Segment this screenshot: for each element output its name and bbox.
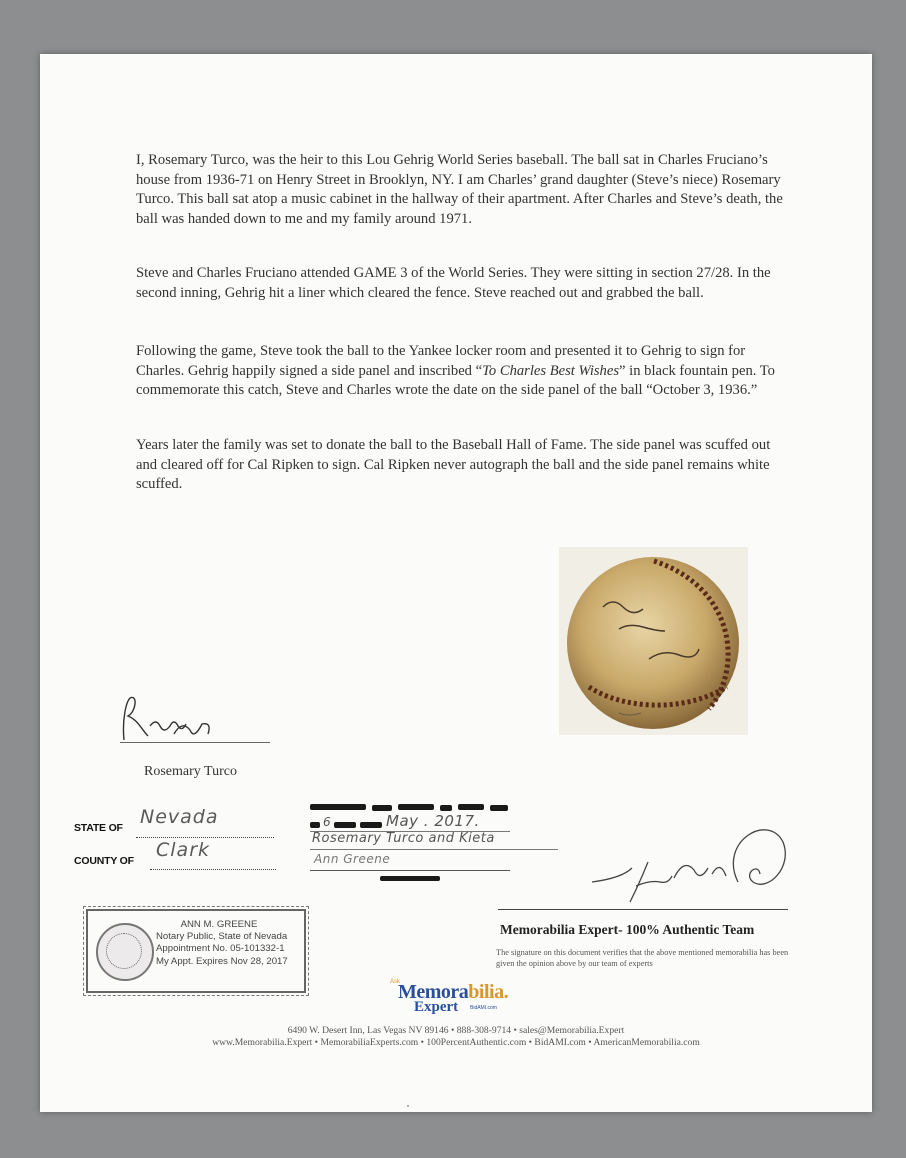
notary-line	[310, 870, 510, 871]
memorabilia-expert-logo	[390, 979, 530, 1019]
redaction	[310, 822, 320, 828]
certificate-page	[40, 54, 872, 1112]
logo-main-a: Memora	[398, 981, 469, 1003]
state-value: Nevada	[140, 806, 219, 828]
logo-sub: Expert	[414, 999, 459, 1015]
redaction	[398, 804, 434, 810]
notary-appointment: Appointment No. 05-101332-1	[156, 943, 285, 955]
rosemary-signature	[116, 690, 266, 746]
paragraph-3-start: Following the game, Steve took the ball to the Yankee locker room and presented it to Gehrig to sign for Charles. Gehrig happily signed a side panel and inscribed “	[136, 343, 746, 379]
baseball-image	[559, 547, 748, 735]
page-dot	[407, 1105, 409, 1107]
date-month-year: May . 2017.	[386, 812, 480, 830]
footer-address: 6490 W. Desert Inn, Las Vegas NV 89146 • 888-308-9714 • sales@Memorabilia.Expert	[287, 1025, 625, 1036]
logo-main-b: bilia.	[468, 981, 509, 1003]
notary-expiry: My Appt. Expires Nov 28, 2017	[156, 955, 288, 967]
names-line	[310, 849, 558, 850]
notary-stamp-text	[156, 919, 302, 968]
county-label: COUNTY OF	[74, 855, 134, 867]
expert-signature	[588, 822, 798, 917]
redaction	[458, 804, 484, 810]
signature-line	[120, 742, 270, 743]
nevada-seal-icon	[96, 923, 154, 981]
baseball-photo	[559, 547, 748, 735]
state-label: STATE OF	[74, 822, 123, 834]
inscription-quote: To Charles Best Wishes	[482, 362, 620, 379]
county-dotline	[150, 869, 276, 870]
redaction	[380, 876, 440, 881]
redaction	[490, 805, 508, 811]
paragraph-3-end: ” in black fountain pen. To commemorate this catch, Steve and Charles wrote the date on the side panel of the ball “October 3, 1936.”	[136, 362, 775, 399]
signer-name: Rosemary Turco	[144, 764, 237, 779]
expert-signature-line	[498, 909, 788, 910]
state-dotline	[136, 837, 274, 838]
letter-paragraph-1: I, Rosemary Turco, was the heir to this Lou Gehrig World Series baseball. The ball sat in Charles Fruciano’s house from 1936-71 on Henry Street in Brooklyn, NY. I am Charles’ grand daughter (Steve’s niece) Rosemary Turco. This ball sat atop a music cabinet in the hallway of their apartment. After Charles and Steve’s death, the ball was handed down to me and my family around 1971.	[136, 152, 783, 227]
date-day: 6	[323, 815, 332, 829]
letter-paragraph-4: Years later the family was set to donate the ball to the Baseball Hall of Fame. The side panel was scuffed out and cleared off for Cal Ripken to sign. Cal Ripken never autograph the ball and the side panel remains white scuffed.	[136, 437, 771, 493]
redaction	[310, 804, 366, 810]
letter-paragraph-2: Steve and Charles Fruciano attended GAME 3 of the World Series. They were sitting in section 27/28. In the second inning, Gehrig hit a liner which cleared the fence. Steve reached out and grabbed the ball.	[136, 265, 771, 301]
seal-ring	[106, 933, 142, 969]
redaction	[372, 805, 392, 811]
notary-stamp	[86, 909, 306, 993]
notary-handwritten-signature: Ann Greene	[314, 852, 391, 866]
logo-ask: Ask	[390, 979, 401, 985]
team-title: Memorabilia Expert- 100% Authentic Team	[500, 922, 755, 937]
names-value: Rosemary Turco and Kieta	[312, 831, 495, 846]
redaction	[440, 805, 452, 811]
letter-paragraph-3	[136, 342, 786, 401]
redaction	[334, 822, 356, 828]
notary-name: ANN M. GREENE	[180, 919, 258, 930]
footer-websites: www.Memorabilia.Expert • MemorabiliaExperts.com • 100PercentAuthentic.com • BidAMI.com • AmericanMemorabilia.com	[212, 1037, 700, 1048]
logo-domain: BidAMI.com	[470, 1005, 497, 1011]
team-note: The signature on this document verifies that the above mentioned memorabilia has been given the opinion above by our team of experts	[496, 948, 789, 968]
notary-title: Notary Public, State of Nevada	[156, 931, 288, 943]
redaction	[360, 822, 382, 828]
county-value: Clark	[156, 839, 211, 861]
